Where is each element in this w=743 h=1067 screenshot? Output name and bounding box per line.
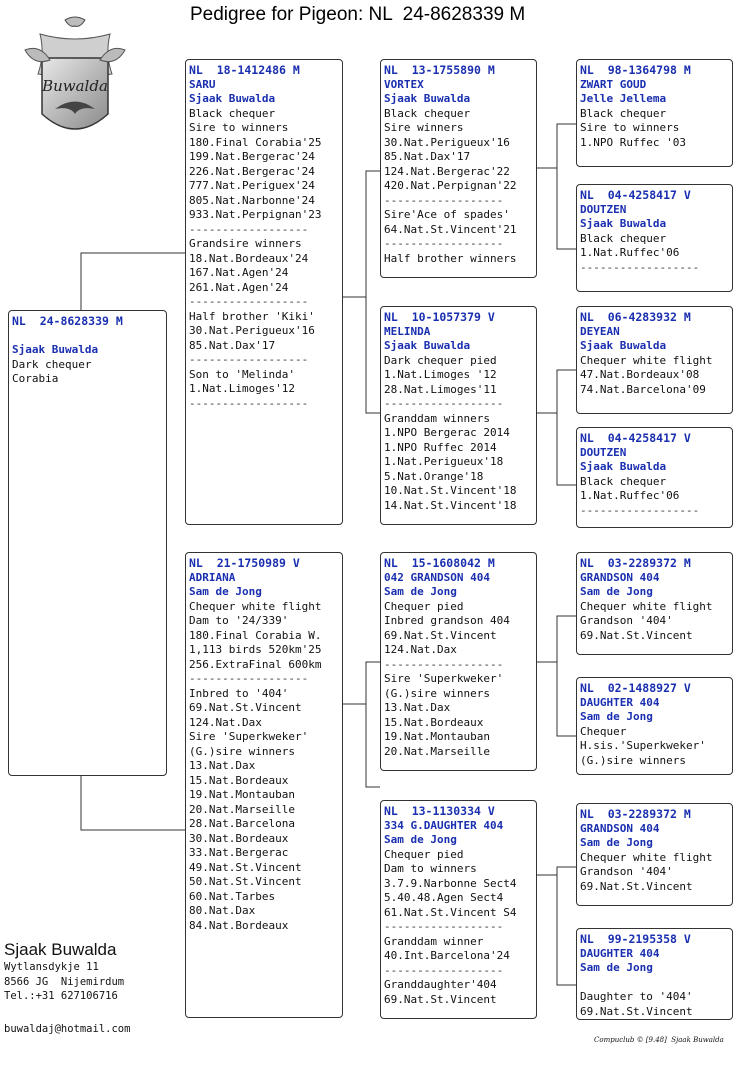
pedigree-note: 69.Nat.St.Vincent (580, 628, 693, 642)
pedigree-note: 1.Nat.Ruffec'06 (580, 246, 680, 259)
pedigree-note: 15.Nat.Bordeaux (189, 773, 289, 787)
pigeon-card-ddd[interactable] (576, 928, 733, 1020)
separator: ------------------ (189, 396, 309, 410)
pedigree-note: 933.Nat.Perpignan'23 (189, 208, 322, 221)
pedigree-note: 69.Nat.St.Vincent (580, 1004, 693, 1018)
separator: ------------------ (384, 963, 504, 977)
separator: ------------------ (384, 397, 504, 410)
pedigree-note: 124.Nat.Dax (384, 643, 457, 656)
pigeon-owner: Sam de Jong (384, 833, 457, 846)
pigeon-owner: Jelle Jellema (580, 92, 667, 105)
pedigree-note: 167.Nat.Agen'24 (189, 266, 289, 279)
pedigree-note: Sire 'Superkweker' (384, 672, 504, 685)
pigeon-card-sss[interactable] (576, 59, 733, 167)
pigeon-name: 334 G.DAUGHTER 404 (384, 818, 504, 832)
pigeon-name: GRANDSON 404 (580, 821, 660, 835)
pedigree-note: Sire to winners (580, 121, 680, 134)
pigeon-name: GRANDSON 404 (580, 570, 660, 584)
pedigree-note: 30.Nat.Bordeaux (189, 831, 289, 845)
breeder-phone: Tel.:+31 627106716 (4, 990, 118, 1002)
breeder-address-line: Wytlansdykje 11 (4, 961, 99, 973)
ring-number: NL 06-4283932 M (580, 310, 691, 324)
page-title: Pedigree for Pigeon: NL 24-8628339 M (190, 4, 526, 25)
pedigree-note: Black chequer (580, 231, 667, 245)
pigeon-card-subject[interactable] (8, 310, 167, 776)
pigeon-name: 042 GRANDSON 404 (384, 570, 490, 584)
software-credit: Compuclub © [9.48] Sjaak Buwalda (594, 1036, 724, 1044)
ring-number: NL 03-2289372 M (580, 807, 691, 821)
pedigree-note: Chequer pied (384, 599, 464, 613)
pedigree-note: 180.Final Corabia W. (189, 628, 322, 642)
pedigree-note: 5.Nat.Orange'18 (384, 469, 484, 483)
pedigree-note: 15.Nat.Bordeaux (384, 715, 484, 729)
pedigree-note: Black chequer (580, 106, 667, 120)
pedigree-note (580, 976, 732, 991)
ring-number: NL 99-2195358 V (580, 932, 691, 946)
pedigree-note: Sire to winners (189, 121, 289, 134)
ring-number: NL 13-1130334 V (384, 804, 495, 818)
pigeon-name: MELINDA (384, 324, 431, 338)
pigeon-owner: Sjaak Buwalda (580, 339, 667, 352)
pigeon-card-sd[interactable] (380, 306, 537, 525)
pedigree-note: 61.Nat.St.Vincent S4 (384, 905, 517, 919)
pedigree-note: 49.Nat.St.Vincent (189, 860, 302, 874)
logo-text: Buwalda (42, 77, 108, 95)
pedigree-note: Sire'Ace of spades' (384, 208, 510, 221)
pedigree-note: 60.Nat.Tarbes (189, 889, 276, 903)
pedigree-note: 47.Nat.Bordeaux'08 (580, 368, 700, 381)
pedigree-note: 1.NPO Ruffec '03 (580, 135, 686, 149)
pedigree-note: 85.Nat.Dax'17 (384, 150, 471, 163)
pedigree-note: 30.Nat.Perigueux'16 (189, 324, 315, 337)
ring-number: NL 24-8628339 M (12, 314, 123, 328)
pigeon-owner: Sam de Jong (580, 961, 653, 974)
pedigree-note: 20.Nat.Marseille (189, 802, 295, 816)
pedigree-note: Dam to '24/339' (189, 614, 289, 627)
pigeon-owner: Sam de Jong (580, 585, 653, 598)
pedigree-note: Chequer white flight (580, 850, 713, 864)
pigeon-name (12, 329, 166, 344)
pedigree-note: 33.Nat.Bergerac (189, 846, 289, 859)
separator: ------------------ (580, 260, 700, 274)
pigeon-name: DEYEAN (580, 324, 620, 338)
pedigree-note: Chequer white flight (580, 599, 713, 613)
pedigree-note: 18.Nat.Bordeaux'24 (189, 251, 309, 265)
pedigree-note: 40.Int.Barcelona'24 (384, 949, 510, 962)
pedigree-note: 14.Nat.St.Vincent'18 (384, 498, 517, 512)
pedigree-note: (G.)sire winners (189, 744, 295, 758)
pigeon-card-ssd[interactable] (576, 184, 733, 292)
pigeon-owner: Sjaak Buwalda (384, 339, 471, 352)
pigeon-card-sds[interactable] (576, 306, 733, 414)
pedigree-note: Granddam winner (384, 934, 484, 948)
pedigree-note: 1.NPO Bergerac 2014 (384, 426, 510, 439)
pedigree-note: 777.Nat.Periguex'24 (189, 179, 315, 192)
pedigree-note: 84.Nat.Bordeaux (189, 918, 289, 932)
pedigree-note: 805.Nat.Narbonne'24 (189, 193, 315, 207)
pedigree-note: 1.NPO Ruffec 2014 (384, 440, 497, 454)
pedigree-note: Granddaughter'404 (384, 978, 497, 991)
pedigree-note: Grandson '404' (580, 614, 673, 627)
pigeon-name: DAUGHTER 404 (580, 695, 660, 709)
pedigree-note: 80.Nat.Dax (189, 904, 256, 917)
pedigree-note: 199.Nat.Bergerac'24 (189, 150, 315, 163)
pedigree-note: 30.Nat.Perigueux'16 (384, 135, 510, 149)
ring-number: NL 15-1608042 M (384, 556, 495, 570)
pedigree-note: Grandson '404' (580, 865, 673, 878)
breeder-name: Sjaak Buwalda (4, 940, 117, 959)
pedigree-note: 180.Final Corabia'25 (189, 135, 322, 149)
pigeon-name: DOUTZEN (580, 445, 627, 459)
pigeon-card-dds[interactable] (576, 803, 733, 906)
pedigree-note: 69.Nat.St.Vincent (189, 701, 302, 714)
pigeon-name: DOUTZEN (580, 202, 627, 216)
pedigree-note: Chequer (580, 724, 627, 738)
pedigree-note: Inbred to '404' (189, 686, 289, 700)
pedigree-note: 124.Nat.Bergerac'22 (384, 164, 510, 178)
pedigree-note: Chequer white flight (580, 353, 713, 367)
pedigree-note: Granddam winners (384, 411, 490, 425)
pedigree-note: 69.Nat.St.Vincent (384, 628, 497, 642)
pedigree-note: 64.Nat.St.Vincent'21 (384, 222, 517, 236)
pedigree-note: Half brother 'Kiki' (189, 309, 315, 323)
ring-number: NL 98-1364798 M (580, 63, 691, 77)
pedigree-note: Chequer pied (384, 847, 464, 861)
pigeon-card-ss[interactable] (380, 59, 537, 278)
pedigree-note: Corabia (12, 372, 59, 385)
pedigree-note: 85.Nat.Dax'17 (189, 338, 276, 352)
separator: ------------------ (189, 353, 309, 366)
breeder-info (4, 940, 124, 1004)
pigeon-owner: Sjaak Buwalda (12, 343, 99, 356)
pedigree-note: 13.Nat.Dax (189, 759, 256, 772)
ring-number: NL 04-4258417 V (580, 431, 691, 445)
pedigree-note: 74.Nat.Barcelona'09 (580, 382, 706, 396)
pedigree-note: Sire winners (384, 121, 464, 134)
pigeon-owner: Sam de Jong (580, 710, 653, 723)
pedigree-note: H.sis.'Superkweker' (580, 739, 706, 752)
pigeon-card-sire[interactable] (185, 59, 343, 525)
pedigree-note: 3.7.9.Narbonne Sect4 (384, 876, 517, 890)
pedigree-note: 19.Nat.Montauban (189, 788, 295, 801)
ring-number: NL 13-1755890 M (384, 63, 495, 77)
pedigree-note: 226.Nat.Bergerac'24 (189, 164, 315, 178)
pigeon-card-ds[interactable] (380, 552, 537, 771)
separator: ------------------ (580, 503, 700, 517)
ring-number: NL 21-1750989 V (189, 556, 300, 570)
pedigree-note: Daughter to '404' (580, 990, 693, 1003)
separator: ------------------ (189, 222, 309, 236)
pedigree-note: 10.Nat.St.Vincent'18 (384, 484, 517, 497)
pedigree-note: 256.ExtraFinal 600km (189, 657, 322, 671)
separator: ------------------ (384, 193, 504, 207)
pedigree-note: Son to 'Melinda' (189, 367, 295, 381)
ring-number: NL 04-4258417 V (580, 188, 691, 202)
pedigree-note: 28.Nat.Limoges'11 (384, 382, 497, 396)
pigeon-owner: Sam de Jong (580, 836, 653, 849)
pedigree-note: Sire 'Superkweker' (189, 730, 309, 743)
pedigree-note: 20.Nat.Marseille (384, 744, 490, 758)
pedigree-note: 69.Nat.St.Vincent (580, 879, 693, 893)
breeder-email[interactable]: buwaldaj@hotmail.com (4, 1023, 131, 1035)
pigeon-card-dd[interactable] (380, 800, 537, 1019)
pedigree-note: 28.Nat.Barcelona (189, 817, 295, 830)
pedigree-note: 1.Nat.Limoges'12 (189, 382, 295, 395)
pigeon-name: VORTEX (384, 77, 424, 91)
ring-number: NL 03-2289372 M (580, 556, 691, 570)
pigeon-card-sdd[interactable] (576, 427, 733, 528)
pedigree-note: (G.)sire winners (580, 753, 686, 767)
pedigree-note: 1,113 birds 520km'25 (189, 643, 322, 656)
pigeon-name: ZWART GOUD (580, 77, 647, 91)
pedigree-note: Chequer white flight (189, 599, 322, 613)
ring-number: NL 10-1057379 V (384, 310, 495, 324)
pigeon-name: DAUGHTER 404 (580, 946, 660, 960)
pedigree-note: Dark chequer pied (384, 353, 497, 367)
pedigree-note: 1.Nat.Limoges '12 (384, 368, 497, 381)
pedigree-note: 69.Nat.St.Vincent (384, 992, 497, 1006)
pedigree-note: 50.Nat.St.Vincent (189, 875, 302, 888)
pigeon-card-dss[interactable] (576, 552, 733, 655)
pedigree-note: 5.40.48.Agen Sect4 (384, 891, 504, 904)
pigeon-owner: Sjaak Buwalda (384, 92, 471, 105)
ring-number: NL 18-1412486 M (189, 63, 300, 77)
pedigree-note: Black chequer (384, 106, 471, 120)
pedigree-note: 261.Nat.Agen'24 (189, 280, 289, 294)
pigeon-owner: Sam de Jong (189, 585, 262, 598)
separator: ------------------ (189, 672, 309, 685)
separator: ------------------ (384, 237, 504, 250)
pigeon-card-dsd[interactable] (576, 677, 733, 775)
pedigree-note: 13.Nat.Dax (384, 701, 451, 714)
pedigree-note: (G.)sire winners (384, 686, 490, 700)
separator: ------------------ (384, 657, 504, 671)
pigeon-owner: Sjaak Buwalda (580, 460, 667, 473)
pedigree-note: Dark chequer (12, 357, 92, 371)
pigeon-card-dam[interactable] (185, 552, 343, 1018)
pedigree-note: Half brother winners (384, 251, 517, 265)
pedigree-note: 124.Nat.Dax (189, 715, 262, 729)
pedigree-note: 420.Nat.Perpignan'22 (384, 179, 517, 192)
pigeon-name: ADRIANA (189, 570, 236, 584)
pigeon-name: SARU (189, 77, 216, 91)
pedigree-note: 1.Nat.Ruffec'06 (580, 489, 680, 502)
pedigree-note: Grandsire winners (189, 237, 302, 250)
ring-number: NL 02-1488927 V (580, 681, 691, 695)
separator: ------------------ (384, 920, 504, 933)
pedigree-note: Dam to winners (384, 862, 477, 875)
pedigree-note: 19.Nat.Montauban (384, 730, 490, 743)
pigeon-owner: Sam de Jong (384, 585, 457, 598)
pigeon-owner: Sjaak Buwalda (580, 217, 667, 230)
pedigree-note: Black chequer (580, 474, 667, 488)
pedigree-note: Black chequer (189, 106, 276, 120)
breeder-address-line: 8566 JG Nijemirdum (4, 975, 125, 988)
pigeon-owner: Sjaak Buwalda (189, 92, 276, 105)
pedigree-note: Inbred grandson 404 (384, 614, 510, 627)
separator: ------------------ (189, 295, 309, 308)
pedigree-note: 1.Nat.Perigueux'18 (384, 455, 504, 468)
